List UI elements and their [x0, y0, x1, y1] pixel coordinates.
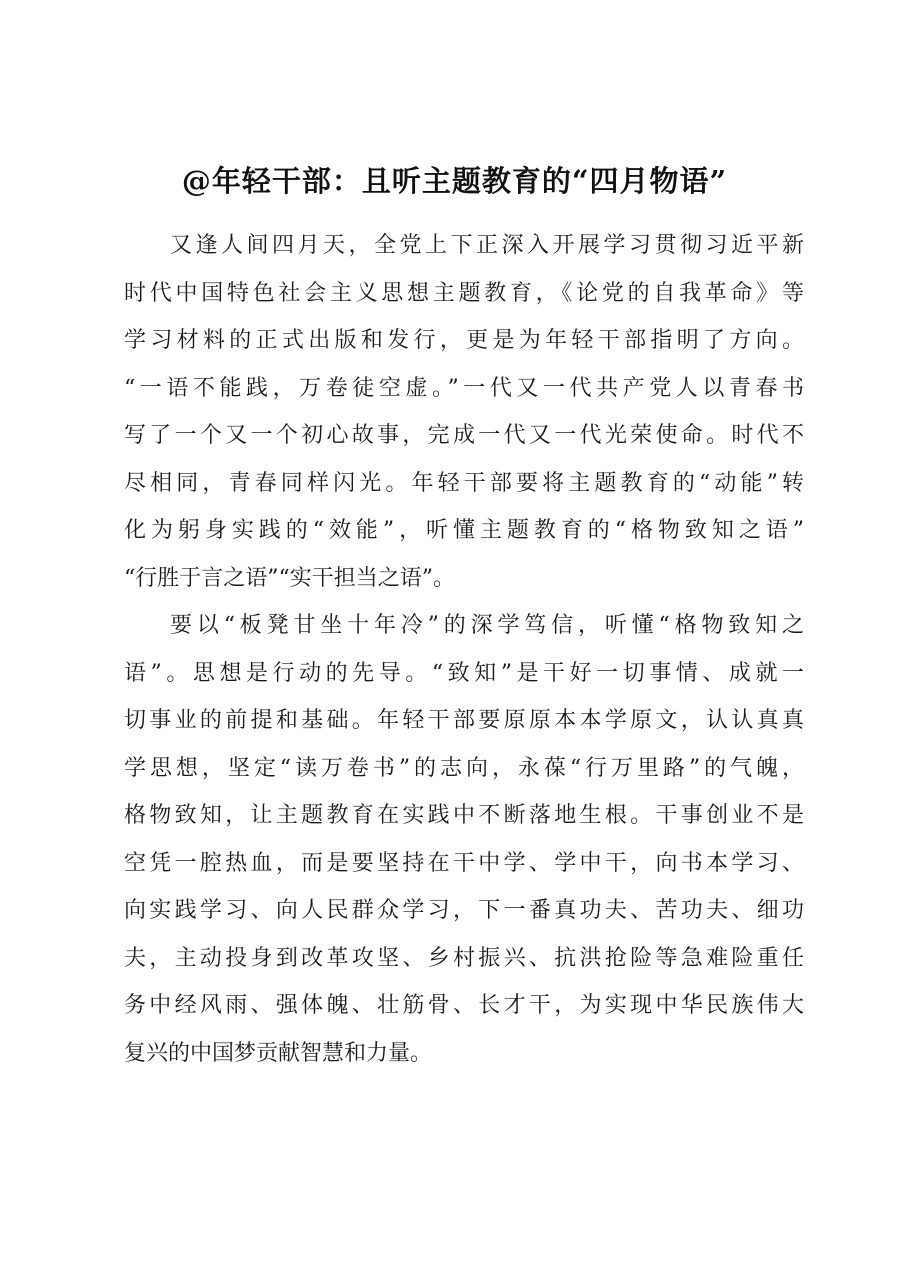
paragraph-line: 要以“板凳甘坐十年冷”的深学笃信，听懂“格物致知之	[170, 613, 804, 638]
paragraph-line: 时代中国特色社会主义思想主题教育，《论党的自我革命》等	[124, 280, 804, 306]
paragraph-line: 切事业的前提和基础。年轻干部要原原本本学原文，认认真真	[124, 708, 804, 733]
paragraph-line: 向实践学习、向人民群众学习，下一番真功夫、苦功夫、细功	[124, 898, 804, 923]
paragraph-line: 写了一个又一个初心故事，完成一代又一代光荣使命。时代不	[124, 423, 804, 448]
paragraph-line: 务中经风雨、强体魄、壮筋骨、长才干，为实现中华民族伟大	[124, 993, 804, 1018]
paragraph-line: 复兴的中国梦贡献智慧和力量。	[124, 1040, 433, 1066]
paragraph-line: 空凭一腔热血，而是要坚持在干中学、学中干，向书本学习、	[124, 850, 804, 876]
document-body	[124, 222, 804, 1077]
paragraph-line: 夫，主动投身到改革攻坚、乡村振兴、抗洪抢险等急难险重任	[124, 945, 804, 971]
paragraph-line: 学思想，坚定“读万卷书”的志向，永葆“行万里路”的气魄，	[124, 755, 804, 781]
paragraph-line: “一语不能践，万卷徒空虚。”一代又一代共产党人以青春书	[124, 375, 804, 401]
paragraph-2	[124, 602, 804, 1077]
paragraph-line: “行胜于言之语”“实干担当之语”。	[124, 565, 455, 591]
paragraph-line: 格物致知，让主题教育在实践中不断落地生根。干事创业不是	[124, 803, 804, 828]
document-title: @年轻干部：且听主题教育的“四月物语”	[181, 164, 728, 198]
paragraph-line: 又逢人间四月天，全党上下正深入开展学习贯彻习近平新	[170, 233, 804, 258]
paragraph-line: 语”。思想是行动的先导。“致知”是干好一切事情、成就一	[124, 660, 804, 686]
paragraph-line: 化为躬身实践的“效能”，听懂主题教育的“格物致知之语”	[124, 518, 804, 543]
paragraph-1	[124, 222, 804, 602]
paragraph-line: 尽相同，青春同样闪光。年轻干部要将主题教育的“动能”转	[124, 470, 804, 496]
paragraph-line: 学习材料的正式出版和发行，更是为年轻干部指明了方向。	[124, 328, 804, 353]
